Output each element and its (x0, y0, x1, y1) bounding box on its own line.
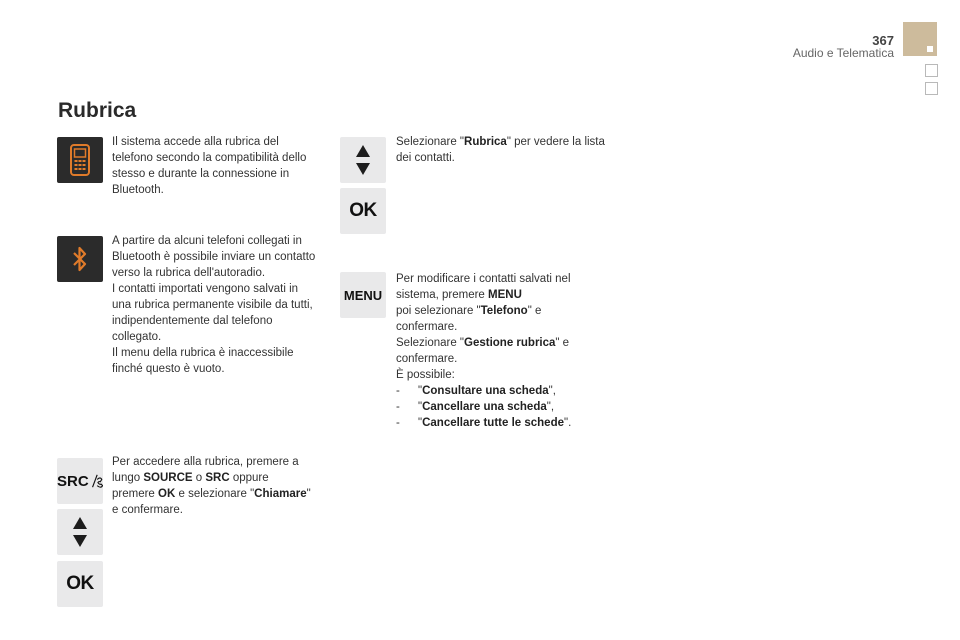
menu-button-icon (340, 272, 386, 318)
up-down-arrows-icon (340, 137, 386, 183)
option-item: - "Cancellare tutte le schede". (396, 417, 572, 429)
menu-label: MENU (343, 287, 383, 303)
tab-outline-marker (925, 82, 938, 95)
access-paragraph (112, 454, 312, 518)
ok-button-icon (340, 188, 386, 234)
section-name: Audio e Telematica (792, 46, 894, 60)
option-item: - "Cancellare una scheda", (396, 401, 555, 413)
arrow-down-icon (73, 535, 87, 547)
ok-label: OK (349, 200, 377, 221)
bluetooth-icon (57, 236, 103, 282)
src-phone-button-icon (57, 458, 103, 504)
arrow-down-icon (356, 163, 370, 175)
up-down-arrows-icon (57, 509, 103, 555)
ok-label: OK (66, 573, 94, 594)
access-text: Per accedere alla rubrica, premere a lungo SOURCE o SRC oppure premere OK e selezionare "Chiamare" e confermare. (112, 456, 311, 516)
option-item: - "Consultare una scheda", (396, 385, 556, 397)
modify-contacts-paragraph (396, 271, 596, 431)
arrow-up-icon (356, 145, 370, 157)
select-rubrica-paragraph (396, 134, 606, 166)
select-rubrica-text: Selezionare "Rubrica" per vedere la lista dei contatti. (396, 136, 605, 164)
section-tab-marker (903, 22, 937, 56)
intro-paragraph (112, 134, 317, 198)
src-label: SRC (57, 472, 89, 490)
bluetooth-paragraph (112, 233, 317, 377)
bluetooth-text: Il menu della rubrica è inaccessibile finché questo è vuoto. (112, 347, 294, 375)
page-number: 367 (872, 33, 894, 48)
arrow-up-icon (73, 517, 87, 529)
intro-text: Il sistema accede alla rubrica del telefono secondo la compatibilità dello stesso e durante la connessione in Bluetooth. (112, 136, 307, 196)
modify-text: Selezionare "Gestione rubrica" e confermare. (396, 337, 570, 365)
phone-icon (57, 137, 103, 183)
modify-text: È possibile: (396, 369, 455, 381)
ok-button-icon (57, 561, 103, 607)
modify-text: poi selezionare "Telefono" e confermare. (396, 305, 542, 333)
tab-dot-icon (927, 46, 933, 52)
page-title: Rubrica (58, 99, 137, 122)
bluetooth-text: A partire da alcuni telefoni collegati in Bluetooth è possibile inviare un contatto verso la rubrica dell'autoradio. (112, 235, 316, 279)
bluetooth-text: I contatti importati vengono salvati in una rubrica permanente visibile da tutti, indipendentemente dal telefono collegato. (112, 283, 313, 343)
modify-text: Per modificare i contatti salvati nel sistema, premere MENU (396, 273, 571, 301)
tab-outline-marker (925, 64, 938, 77)
